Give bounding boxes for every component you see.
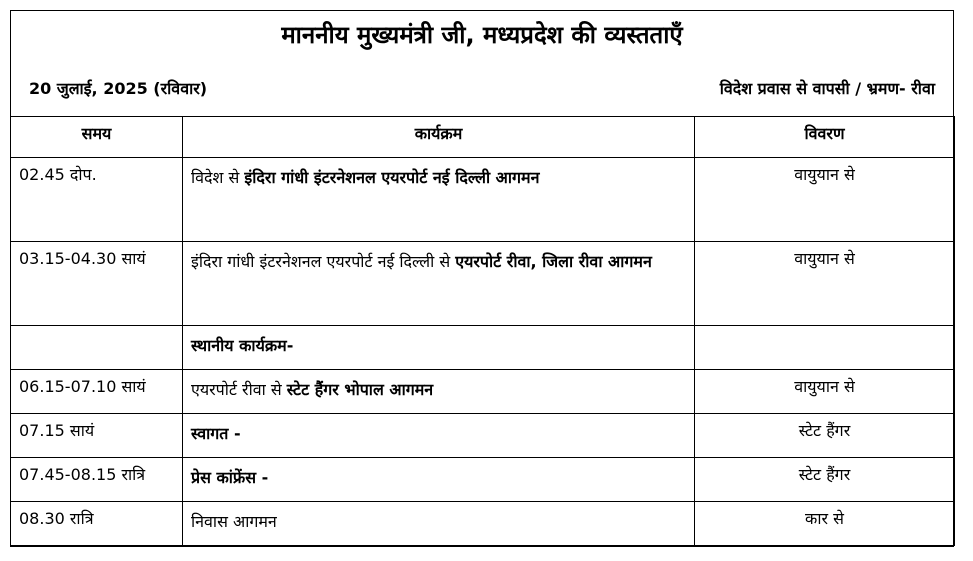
program-highlight: प्रेस कांफ्रेंस -: [191, 468, 269, 487]
row-program: [183, 502, 695, 546]
table-row: [11, 370, 955, 414]
table-row: [11, 242, 955, 326]
program-highlight: स्वागत -: [191, 424, 241, 443]
row-time: 07.15 सायं: [11, 414, 183, 458]
program-text: इंदिरा गांधी इंटरनेशनल एयरपोर्ट नई दिल्ली से: [191, 252, 456, 271]
row-detail: कार से: [695, 502, 955, 546]
table-row: [11, 502, 955, 546]
row-time: 06.15-07.10 सायं: [11, 370, 183, 414]
row-program: [183, 370, 695, 414]
program-highlight: एयरपोर्ट रीवा, जिला रीवा आगमन: [455, 252, 652, 271]
row-detail: वायुयान से: [695, 370, 955, 414]
program-highlight: स्थानीय कार्यक्रम-: [191, 336, 294, 355]
row-detail: वायुयान से: [695, 242, 955, 326]
table-row: [11, 458, 955, 502]
row-time: 08.30 रात्रि: [11, 502, 183, 546]
row-program: [183, 158, 695, 242]
program-highlight: स्टेट हैंगर भोपाल आगमन: [286, 380, 434, 399]
schedule-table: [10, 116, 955, 546]
trip-description: विदेश प्रवास से वापसी / भ्रमण- रीवा: [719, 79, 935, 98]
row-time: 07.45-08.15 रात्रि: [11, 458, 183, 502]
row-detail: स्टेट हैंगर: [695, 414, 955, 458]
row-program: [183, 458, 695, 502]
row-program: [183, 414, 695, 458]
row-program: [183, 242, 695, 326]
table-row: [11, 414, 955, 458]
row-time: 02.45 दोप.: [11, 158, 183, 242]
program-highlight: इंदिरा गांधी इंटरनेशनल एयरपोर्ट नई दिल्ली आगमन: [244, 168, 540, 187]
program-text: विदेश से: [191, 168, 245, 187]
row-time: 03.15-04.30 सायं: [11, 242, 183, 326]
column-header-program: कार्यक्रम: [183, 117, 695, 158]
program-text: निवास आगमन: [191, 512, 277, 531]
column-header-detail: विवरण: [695, 117, 955, 158]
column-header-time: समय: [11, 117, 183, 158]
table-row: [11, 158, 955, 242]
program-text: एयरपोर्ट रीवा से: [191, 380, 287, 399]
table-row: [11, 326, 955, 370]
schedule-date: 20 जुलाई, 2025 (रविवार): [29, 79, 208, 98]
schedule-document: [10, 10, 954, 547]
table-header-row: [11, 117, 955, 158]
row-time: [11, 326, 183, 370]
row-detail: स्टेट हैंगर: [695, 458, 955, 502]
row-program: [183, 326, 695, 370]
row-detail: वायुयान से: [695, 158, 955, 242]
page-title: माननीय मुख्यमंत्री जी, मध्यप्रदेश की व्यस्तताएँ: [281, 21, 683, 49]
row-detail: [695, 326, 955, 370]
